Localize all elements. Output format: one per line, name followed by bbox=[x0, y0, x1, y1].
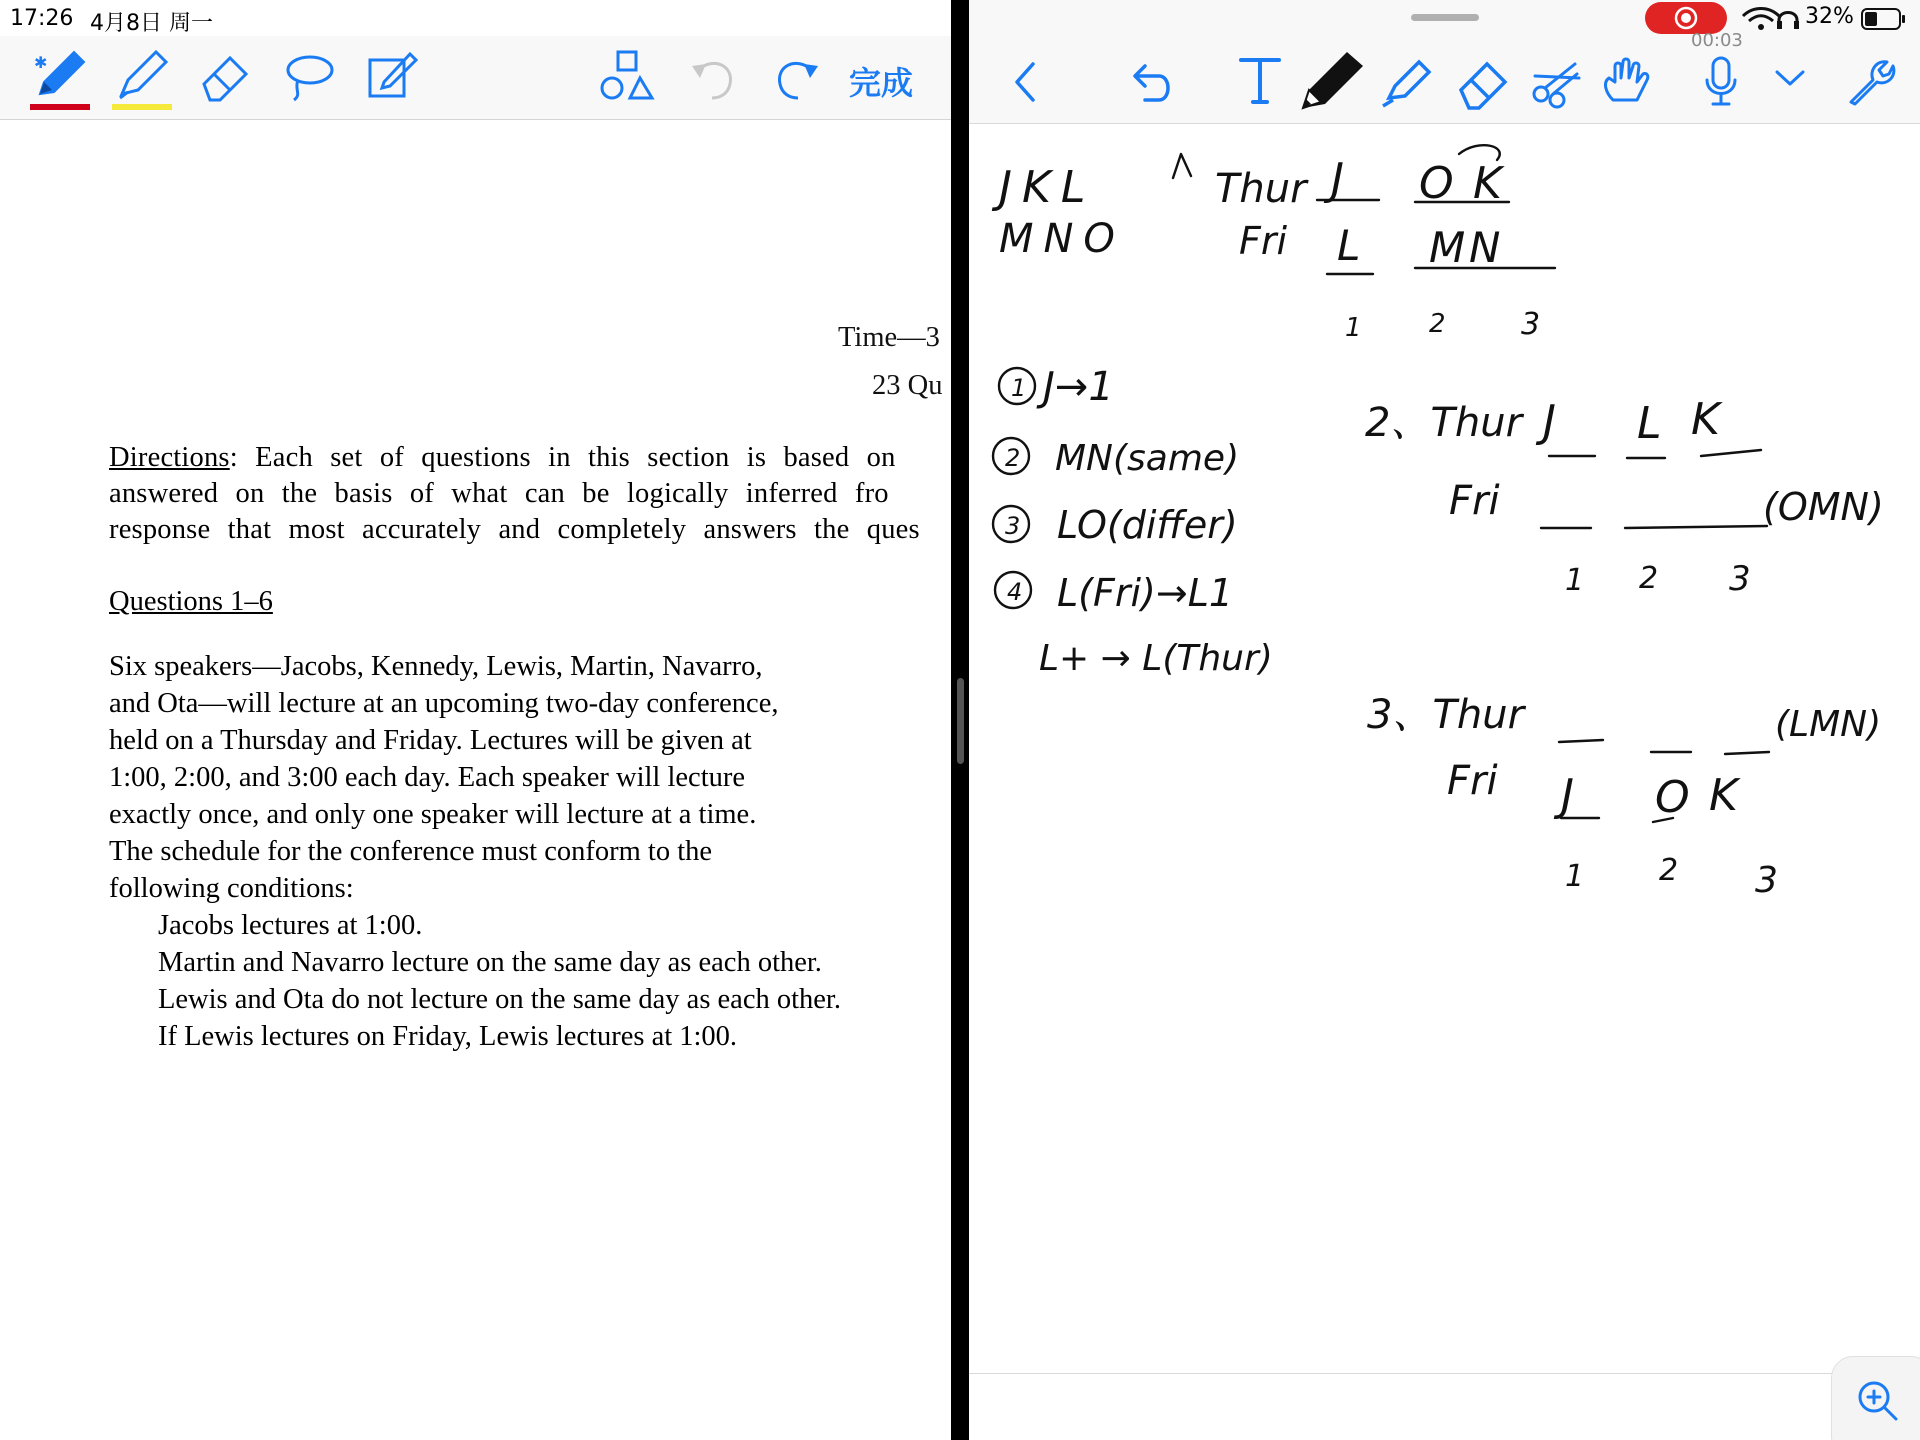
text-tool-icon[interactable] bbox=[1235, 52, 1285, 108]
back-icon[interactable] bbox=[1005, 58, 1045, 108]
passage-line: exactly once, and only one speaker will lecture at a time. bbox=[109, 799, 757, 830]
passage-line: 1:00, 2:00, and 3:00 each day. Each speaker will lecture bbox=[109, 762, 746, 793]
markup-toolbar bbox=[0, 36, 951, 120]
compose-icon bbox=[362, 46, 422, 106]
wrench-icon[interactable] bbox=[1843, 54, 1899, 110]
shapes-icon bbox=[598, 48, 658, 108]
ink-slot-number: 1 bbox=[1565, 563, 1585, 598]
ink-slot-number: 1 bbox=[1345, 313, 1362, 343]
lasso-tool-button[interactable] bbox=[278, 46, 338, 106]
passage-line: and Ota—will lecture at an upcoming two-day conference, bbox=[109, 688, 779, 719]
svg-text:✱: ✱ bbox=[34, 53, 48, 72]
status-time: 17:26 bbox=[10, 6, 74, 31]
ink-slot: O bbox=[1419, 158, 1454, 209]
app-grabber[interactable] bbox=[1411, 14, 1479, 21]
ink-case3-remaining: (LMN) bbox=[1775, 704, 1882, 745]
ink-slot-number: 2 bbox=[1659, 853, 1679, 888]
ink-rule-number: 1 bbox=[1011, 374, 1027, 402]
condition-item: Lewis and Ota do not lecture on the same day as each other. bbox=[158, 984, 841, 1015]
passage-line: following conditions: bbox=[109, 873, 354, 904]
ink-setup1-thu: Thur bbox=[1215, 166, 1307, 212]
eraser-tool-button[interactable] bbox=[196, 46, 256, 106]
condition-item: Martin and Navarro lecture on the same day as each other. bbox=[158, 947, 822, 978]
pencil-tool-icon[interactable] bbox=[1295, 44, 1369, 114]
questions-heading: Questions 1–6 bbox=[109, 586, 273, 617]
ink-rule1: J→1 bbox=[1043, 364, 1114, 410]
ink-setup1-fri: Fri bbox=[1239, 219, 1288, 263]
ink-row2: MNO bbox=[999, 216, 1125, 262]
scissors-tool-icon[interactable] bbox=[1527, 54, 1587, 110]
battery-icon bbox=[1860, 6, 1910, 32]
zoom-in-icon bbox=[1854, 1377, 1904, 1427]
ink-row1: JKL bbox=[999, 162, 1096, 213]
ink-rule-number: 2 bbox=[1005, 444, 1021, 472]
chevron-down-icon[interactable] bbox=[1773, 66, 1807, 90]
split-view-handle[interactable] bbox=[957, 678, 964, 764]
page-bottom-border bbox=[969, 1373, 1920, 1374]
undo-icon bbox=[684, 48, 744, 108]
edit-tool-button[interactable] bbox=[362, 46, 422, 106]
handwriting-canvas[interactable] bbox=[969, 124, 1920, 1372]
recording-timer: 00:03 bbox=[1691, 30, 1743, 51]
ink-slot-number: 3 bbox=[1521, 307, 1541, 342]
ink-slot: J bbox=[1543, 396, 1556, 447]
passage-line: Six speakers—Jacobs, Kennedy, Lewis, Martin, Navarro, bbox=[109, 651, 763, 682]
done-button[interactable]: 完成 bbox=[849, 64, 914, 102]
svg-text:4: 4 bbox=[1007, 578, 1023, 606]
ink-slot: M bbox=[1429, 223, 1472, 272]
passage-line: The schedule for the conference must conform to the bbox=[109, 836, 713, 867]
microphone-icon[interactable] bbox=[1701, 54, 1741, 110]
pen-tool-button[interactable] bbox=[30, 46, 90, 106]
ink-case2-remaining: (OMN) bbox=[1763, 485, 1884, 529]
undo-button[interactable] bbox=[684, 48, 744, 108]
time-header: Time—3 bbox=[838, 322, 940, 353]
highlighter-color-indicator bbox=[112, 104, 172, 110]
ink-slot-number: 3 bbox=[1755, 860, 1778, 901]
question-count-header: 23 Qu bbox=[872, 370, 943, 401]
condition-item: Jacobs lectures at 1:00. bbox=[158, 910, 423, 941]
ink-rule-number: 3 bbox=[1005, 512, 1021, 540]
ink-slot: J bbox=[1331, 154, 1344, 205]
ink-slot-number: 3 bbox=[1729, 559, 1751, 599]
ink-rule2: MN(same) bbox=[1055, 438, 1240, 479]
ink-slot: K bbox=[1709, 770, 1738, 821]
ink-rule3: LO(differ) bbox=[1057, 503, 1238, 547]
status-date: 4月8日 周一 bbox=[90, 11, 213, 36]
ink-case2-fri: Fri bbox=[1449, 478, 1500, 524]
ink-slot-lines bbox=[1541, 450, 1767, 528]
directions-line-1: Directions: Each set of questions in this section is based on bbox=[109, 442, 896, 473]
ink-slot: K bbox=[1473, 158, 1502, 209]
ink-slot-number: 1 bbox=[1565, 859, 1585, 894]
highlighter-tool-icon[interactable] bbox=[1377, 54, 1437, 110]
ink-case3-label: 3、Thur bbox=[1367, 692, 1525, 738]
lasso-icon bbox=[278, 46, 338, 106]
ink-rule4b: L+ → L(Thur) bbox=[1039, 638, 1273, 679]
ink-slot-number: 2 bbox=[1429, 309, 1446, 339]
highlighter-tool-button[interactable] bbox=[112, 46, 172, 106]
ink-tick bbox=[1173, 154, 1191, 178]
ink-slot: J bbox=[1561, 770, 1574, 821]
directions-line-2: answered on the basis of what can be logically inferred fro bbox=[109, 478, 889, 509]
passage-line: held on a Thursday and Friday. Lectures will be given at bbox=[109, 725, 752, 756]
shapes-button[interactable] bbox=[598, 48, 658, 108]
ink-rule4a: L(Fri)→L1 bbox=[1057, 571, 1234, 615]
redo-icon bbox=[766, 48, 826, 108]
status-bar bbox=[0, 0, 951, 36]
notes-pane bbox=[969, 0, 1920, 1440]
pen-color-indicator bbox=[30, 104, 90, 110]
hand-tool-icon[interactable] bbox=[1599, 52, 1655, 110]
undo-icon[interactable] bbox=[1123, 58, 1173, 108]
ink-slot-number: 2 bbox=[1639, 561, 1659, 596]
zoom-button[interactable] bbox=[1831, 1356, 1920, 1440]
pen-icon bbox=[30, 46, 90, 106]
notes-toolbar bbox=[969, 0, 1920, 124]
redo-button[interactable] bbox=[766, 48, 826, 108]
eraser-tool-icon[interactable] bbox=[1453, 54, 1513, 110]
directions-line-3: response that most accurately and completely answers the ques bbox=[109, 514, 920, 545]
ink-case2-label: 2、Thur bbox=[1365, 400, 1523, 446]
ink-slot: K bbox=[1691, 394, 1720, 445]
ink-slot: N bbox=[1469, 223, 1501, 272]
headphones-icon bbox=[1775, 6, 1801, 32]
ink-slot: O bbox=[1655, 772, 1690, 823]
directions-label: Directions bbox=[109, 442, 230, 473]
eraser-icon bbox=[196, 46, 256, 106]
battery-percent: 32% bbox=[1805, 4, 1854, 29]
pdf-pane bbox=[0, 0, 951, 1440]
highlighter-icon bbox=[112, 46, 172, 106]
ink-slot: L bbox=[1337, 221, 1361, 270]
ink-case3-fri: Fri bbox=[1447, 758, 1498, 804]
condition-item: If Lewis lectures on Friday, Lewis lectures at 1:00. bbox=[158, 1021, 738, 1052]
ink-slot: L bbox=[1637, 398, 1662, 449]
